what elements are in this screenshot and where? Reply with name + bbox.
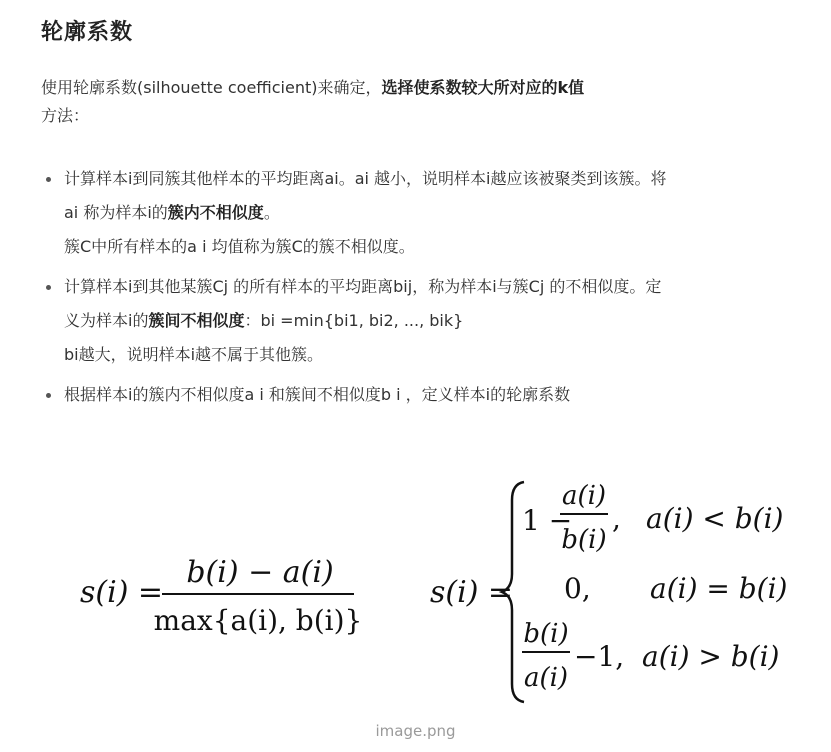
intro-line-1 xyxy=(41,74,801,102)
formula2-case3-num: b(i) xyxy=(523,619,569,649)
list-item xyxy=(41,270,801,372)
bullet-line: 计算样本i到同簇其他样本的平均距离ai。ai 越小，说明样本i越应该被聚类到该簇。将 xyxy=(64,169,667,188)
bullet-list xyxy=(41,162,801,418)
intro-paragraph xyxy=(41,74,801,130)
section-title: 轮廓系数 xyxy=(41,20,134,45)
formula2-case3-den: a(i) xyxy=(523,663,569,693)
formula1-denominator: max{a(i), b(i)} xyxy=(153,604,363,637)
bullet-line: 根据样本i的簇内不相似度a i 和簇间不相似度b i ，定义样本i的轮廓系数 xyxy=(64,385,571,404)
formula2-case3-cond: a(i) > b(i) xyxy=(642,640,780,673)
formula2-case2-cond: a(i) = b(i) xyxy=(650,572,788,605)
formula-image xyxy=(60,470,800,710)
bullet-line: bi越大，说明样本i越不属于其他簇。 xyxy=(64,345,324,364)
formula2-case1-comma: , xyxy=(612,502,621,535)
formula2-case2-expr: 0, xyxy=(564,572,591,605)
bullet-line xyxy=(64,196,801,230)
intro-text: 使用轮廓系数(silhouette coefficient)来确定， xyxy=(41,78,382,97)
bullet-bold-text: 簇内不相似度 xyxy=(167,203,264,222)
formula2-case1-num: a(i) xyxy=(561,481,607,511)
formula1-numerator: b(i) − a(i) xyxy=(186,555,334,590)
bullet-line xyxy=(64,304,801,338)
formula2-case1-den: b(i) xyxy=(561,525,607,555)
formula2-case3-expr: −1, xyxy=(574,640,625,673)
bullet-line: 簇C中所有样本的a i 均值称为簇C的簇不相似度。 xyxy=(64,237,415,256)
formula2-case1-cond: a(i) < b(i) xyxy=(646,502,784,535)
list-item xyxy=(41,378,801,412)
list-item xyxy=(41,162,801,264)
intro-bold-text: 选择使系数较大所对应的k值 xyxy=(381,78,585,97)
intro-line-2: 方法： xyxy=(41,106,90,125)
formula-simple xyxy=(80,555,362,637)
bullet-text: ai 称为样本i的 xyxy=(64,203,168,222)
formula-piecewise xyxy=(430,481,787,702)
bullet-line: 计算样本i到其他某簇Cj 的所有样本的平均距离bij，称为样本i与簇Cj 的不相似度。定 xyxy=(64,277,662,296)
bullet-text: ：bi =min{bi1, bi2, ..., bik} xyxy=(244,311,464,330)
image-caption: image.png xyxy=(375,722,456,740)
bullet-bold-text: 簇间不相似度 xyxy=(148,311,245,330)
formula2-lhs: s(i) = xyxy=(430,575,514,610)
bullet-dot-icon xyxy=(46,393,51,398)
bullet-text: 。 xyxy=(263,203,280,222)
formula2-case1-expr: 1 − xyxy=(522,504,573,537)
bullet-dot-icon xyxy=(46,177,51,182)
formula1-lhs: s(i) = xyxy=(80,575,164,610)
formula-svg xyxy=(60,470,800,710)
bullet-text: 义为样本i的 xyxy=(64,311,149,330)
bullet-dot-icon xyxy=(46,285,51,290)
